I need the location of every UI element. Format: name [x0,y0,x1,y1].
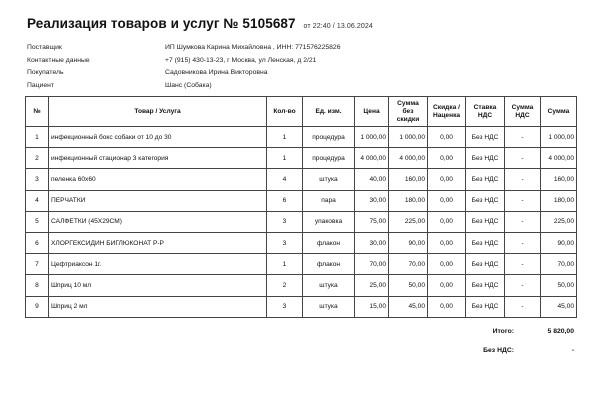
table-cell: Без НДС [466,148,505,169]
table-cell: - [505,148,541,169]
table-cell: 50,00 [389,275,428,296]
table-cell: 0,00 [428,275,466,296]
column-header: Скидка / Наценка [428,97,466,127]
table-header-row [26,97,577,127]
table-cell: - [505,296,541,317]
table-cell: 4 [267,169,303,190]
table-cell: Без НДС [466,169,505,190]
items-table [25,96,577,318]
table-cell: 7 [26,254,49,275]
table-cell: - [505,190,541,211]
table-cell: 50,00 [541,275,577,296]
table-cell: 5 [26,211,49,232]
table-cell: Цефтриаксон 1г. [49,254,267,275]
info-label: Поставщик [27,44,62,51]
table-cell: 40,00 [355,169,389,190]
table-cell: 4 [26,190,49,211]
table-cell: 1 [267,254,303,275]
table-row [26,296,577,317]
table-cell: - [505,275,541,296]
table-cell: 6 [267,190,303,211]
table-cell: Без НДС [466,190,505,211]
table-row [26,232,577,253]
table-cell: 15,00 [355,296,389,317]
table-row [26,169,577,190]
table-cell: Без НДС [466,127,505,148]
info-value: +7 (915) 430-13-23, г Москва, ул Ленская, д 2/21 [165,56,317,64]
table-row [26,254,577,275]
table-cell: пара [303,190,355,211]
column-header: Сумма без скидки [389,97,428,127]
table-cell: 6 [26,232,49,253]
table-cell: - [505,232,541,253]
table-cell: 1 [26,127,49,148]
table-row [26,148,577,169]
table-cell: 0,00 [428,232,466,253]
table-cell: САЛФЕТКИ (45Х29СМ) [49,211,267,232]
document-date: от 22:40 / 13.06.2024 [303,23,373,30]
table-cell: 2 [267,275,303,296]
table-cell: 4 000,00 [541,148,577,169]
table-cell: 25,00 [355,275,389,296]
table-cell: - [505,254,541,275]
table-cell: 160,00 [389,169,428,190]
table-cell: Без НДС [466,296,505,317]
table-cell: 180,00 [389,190,428,211]
table-cell: 0,00 [428,254,466,275]
info-row-patient [27,80,341,93]
table-cell: 1 000,00 [541,127,577,148]
vat-value: - [571,347,574,354]
table-cell: 0,00 [428,148,466,169]
table-cell: 0,00 [428,169,466,190]
info-label: Покупатель [27,69,64,77]
table-row [26,190,577,211]
table-cell: 3 [267,296,303,317]
table-cell: инфекционный бокс собаки от 10 до 30 [49,127,267,148]
table-cell: Без НДС [466,254,505,275]
info-value: ИП Шумкова Карина Михайловна , ИНН: 771576225826 [165,44,341,51]
column-header: Ед. изм. [303,97,355,127]
table-cell: 90,00 [389,232,428,253]
table-cell: упаковка [303,211,355,232]
info-label: Контактные данные [27,56,90,64]
table-cell: Без НДС [466,211,505,232]
table-cell: 160,00 [541,169,577,190]
table-cell: пеленка 60х60 [49,169,267,190]
column-header: № [26,97,49,127]
table-cell: 1 [267,148,303,169]
table-cell: 4 000,00 [389,148,428,169]
table-cell: 3 [26,169,49,190]
table-cell: 75,00 [355,211,389,232]
table-cell: ПЕРЧАТКИ [49,190,267,211]
table-cell: Без НДС [466,275,505,296]
column-header: Сумма [541,97,577,127]
info-row-supplier [27,42,341,55]
table-cell: 225,00 [389,211,428,232]
column-header: Ставка НДС [466,97,505,127]
document-title-text: Реализация товаров и услуг № 5105687 [27,16,296,31]
table-cell: инфекционный стационар 3 категория [49,148,267,169]
table-cell: 1 [267,127,303,148]
table-cell: 0,00 [428,190,466,211]
total-label: Итого: [492,328,514,335]
column-header: Кол-во [267,97,303,127]
table-cell: 225,00 [541,211,577,232]
table-cell: 30,00 [355,190,389,211]
table-cell: 70,00 [389,254,428,275]
table-cell: 0,00 [428,127,466,148]
table-cell: 30,00 [355,232,389,253]
table-cell: ХЛОРГЕКСИДИН БИГЛЮКОНАТ Р-Р [49,232,267,253]
info-value: Садовникова Ирина Викторовна [165,69,268,77]
table-cell: Без НДС [466,232,505,253]
table-cell: 90,00 [541,232,577,253]
table-cell: процедура [303,148,355,169]
table-cell: Шприц 2 мл [49,296,267,317]
table-cell: 3 [267,211,303,232]
table-cell: 1 000,00 [355,127,389,148]
table-cell: 4 000,00 [355,148,389,169]
table-cell: штука [303,169,355,190]
column-header: Товар / Услуга [49,97,267,127]
table-cell: 2 [26,148,49,169]
table-cell: Шприц 10 мл [49,275,267,296]
table-cell: 180,00 [541,190,577,211]
info-value: Шанс (Собака) [165,82,212,90]
table-cell: 70,00 [355,254,389,275]
table-cell: - [505,127,541,148]
total-value: 5 820,00 [547,328,574,335]
table-cell: 8 [26,275,49,296]
info-row-buyer [27,67,341,80]
table-cell: флакон [303,232,355,253]
document-info [27,42,341,93]
column-header: Сумма НДС [505,97,541,127]
total-row [493,328,574,335]
table-cell: штука [303,275,355,296]
table-cell: 9 [26,296,49,317]
table-cell: флакон [303,254,355,275]
table-cell: 1 000,00 [389,127,428,148]
table-cell: 3 [267,232,303,253]
table-row [26,127,577,148]
table-cell: 45,00 [389,296,428,317]
vat-row [483,347,574,354]
column-header: Цена [355,97,389,127]
table-cell: 70,00 [541,254,577,275]
table-cell: 0,00 [428,296,466,317]
table-cell: - [505,211,541,232]
table-cell: штука [303,296,355,317]
table-cell: процедура [303,127,355,148]
document-title [27,16,373,31]
table-cell: 45,00 [541,296,577,317]
table-cell: 0,00 [428,211,466,232]
info-label: Пациент [27,82,55,90]
vat-label: Без НДС: [483,347,514,354]
table-row [26,211,577,232]
table-cell: - [505,169,541,190]
info-row-contacts [27,55,341,68]
table-row [26,275,577,296]
